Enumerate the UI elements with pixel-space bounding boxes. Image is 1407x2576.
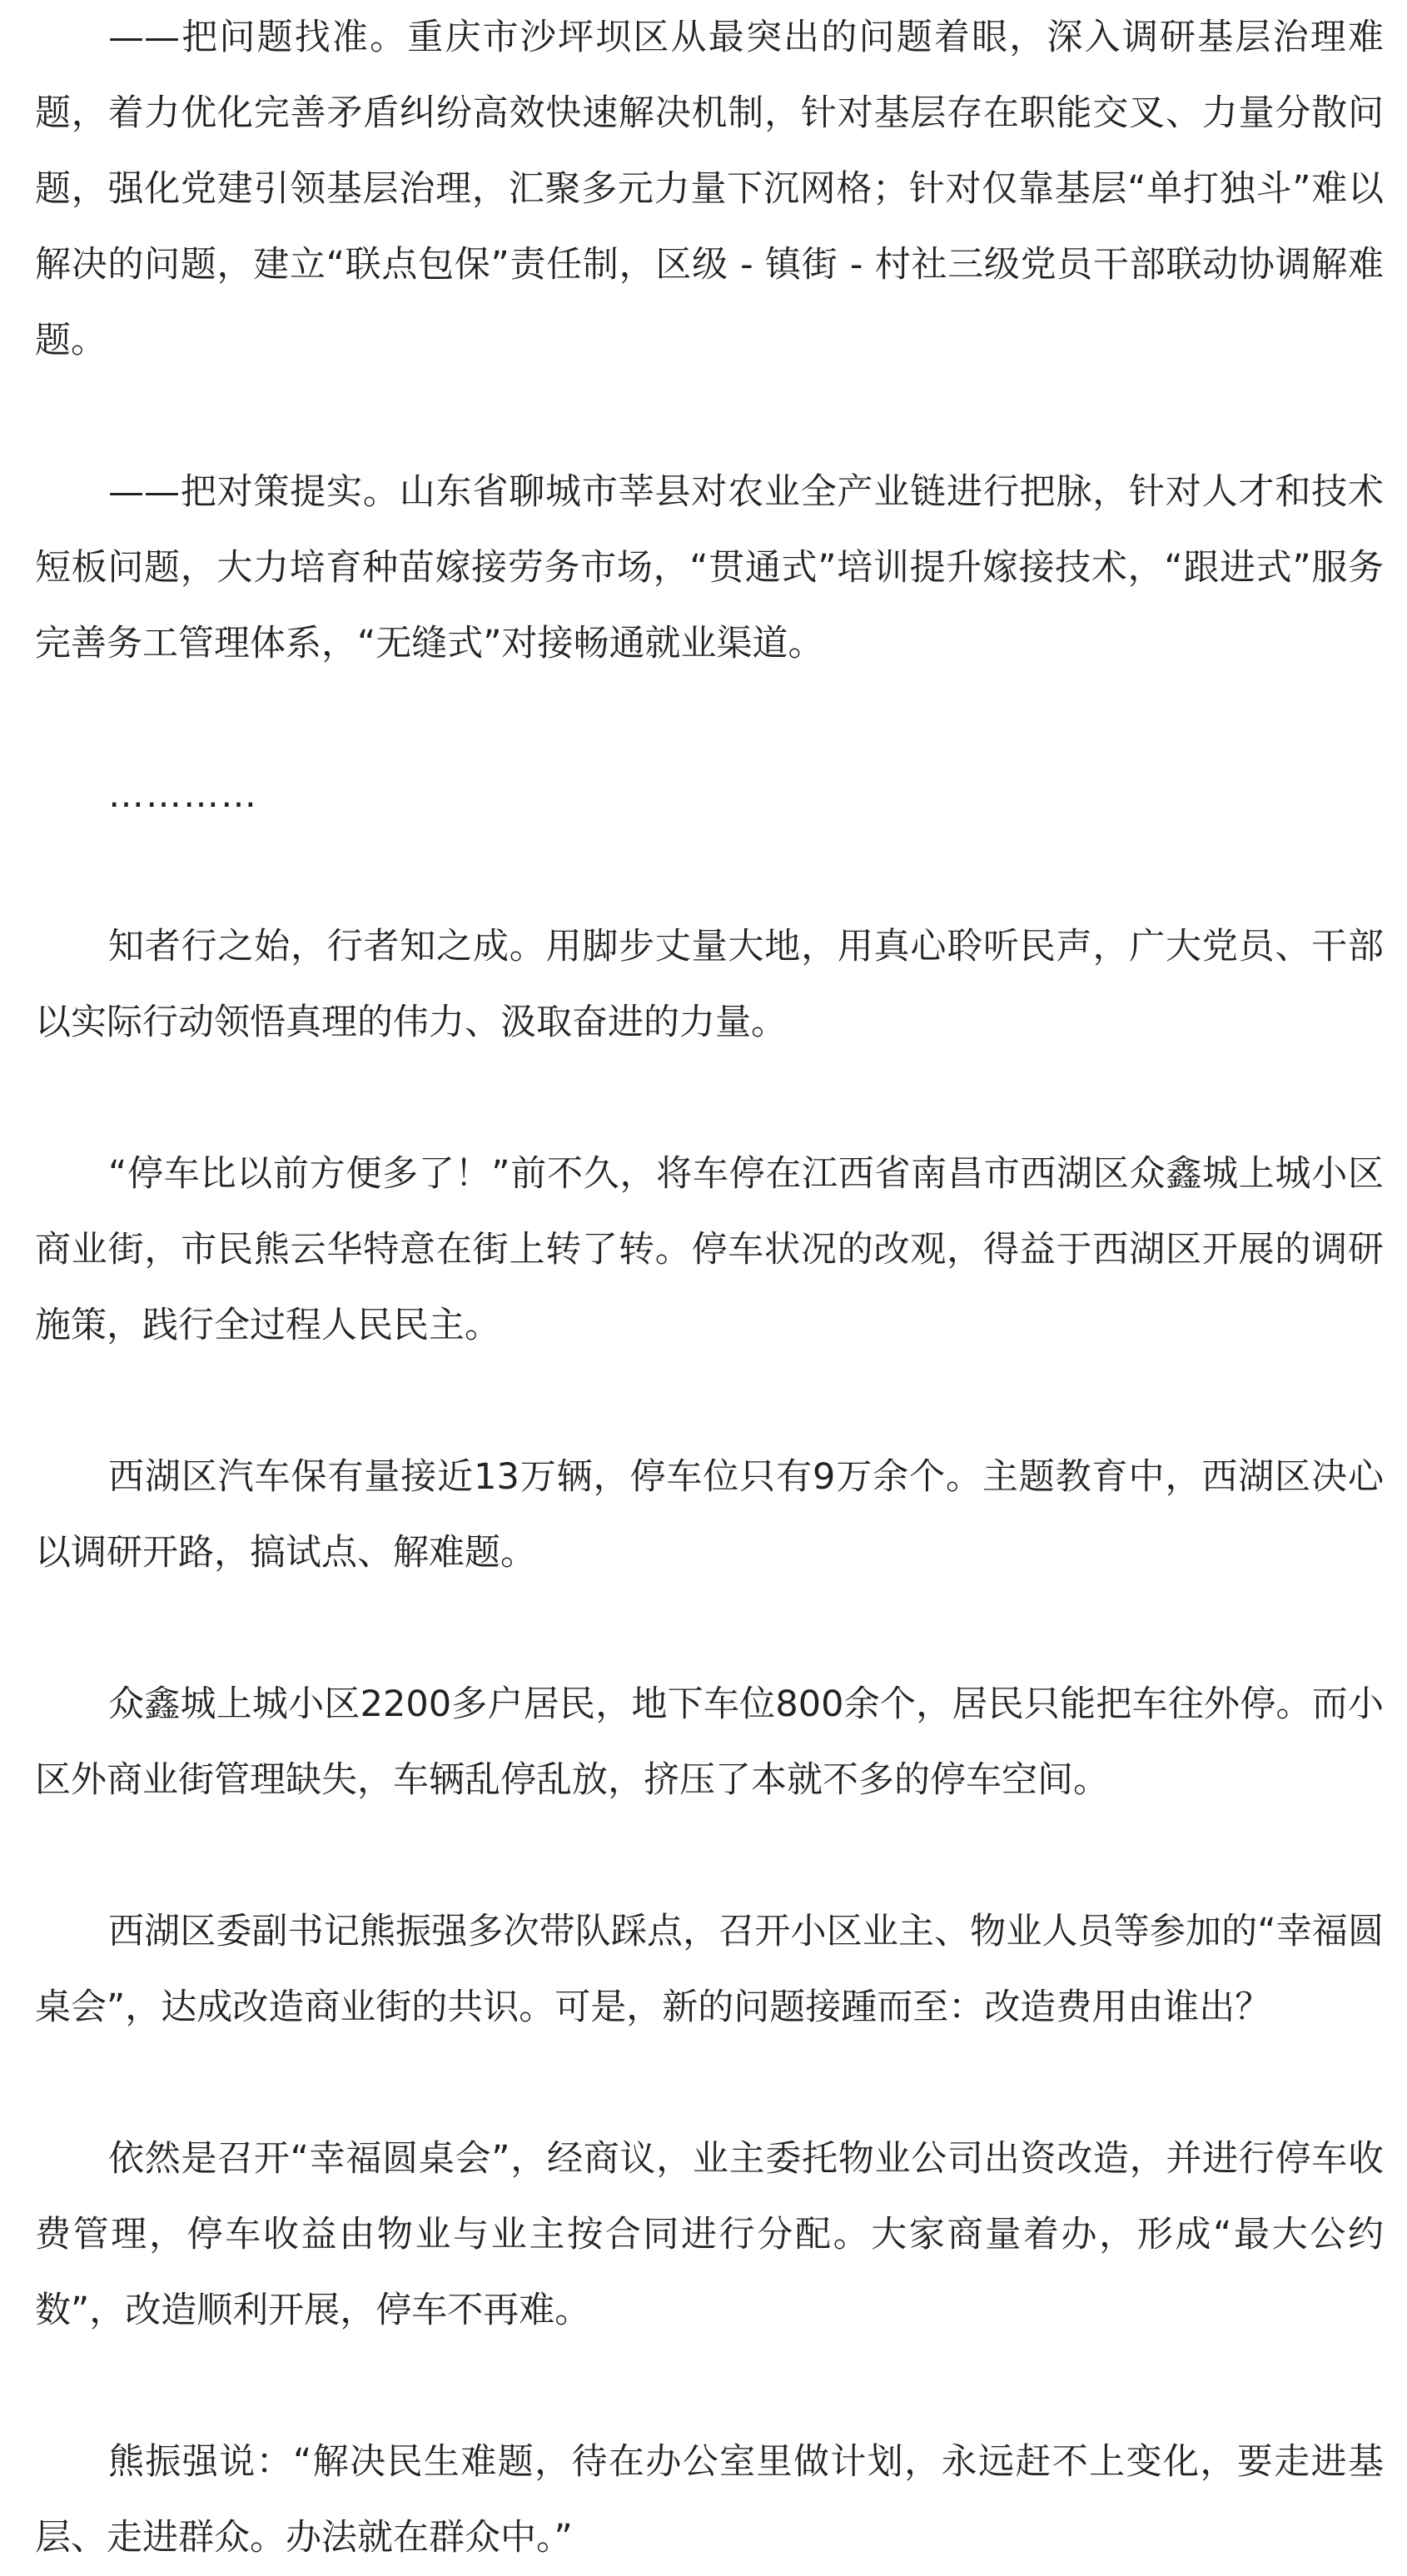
paragraph-parking-quote: “停车比以前方便多了！”前不久，将车停在江西省南昌市西湖区众鑫城上城小区商业街，市民熊云华特意在街上转了转。停车状况的改观，得益于西湖区开展的调研施策，践行全过程人民民主。: [35, 1153, 1384, 1346]
paragraph-policy-solid: ——把对策提实。山东省聊城市莘县对农业全产业链进行把脉，针对人才和技术短板问题，大力培育种苗嫁接劳务市场，“贯通式”培训提升嫁接技术，“跟进式”服务完善务工管理体系，“无缝式”对接畅通就业渠道。: [35, 471, 1384, 664]
paragraph-parking-stats: 西湖区汽车保有量接近13万辆，停车位只有9万余个。主题教育中，西湖区决心以调研开路，搞试点、解难题。: [35, 1456, 1384, 1574]
paragraph-ellipsis: …………: [108, 774, 258, 816]
paragraph-closing-quote: 熊振强说：“解决民生难题，待在办公室里做计划，永远赶不上变化，要走进基层、走进群众。办法就在群众中。”: [35, 2441, 1384, 2559]
paragraph-knowledge-action: 知者行之始，行者知之成。用脚步丈量大地，用真心聆听民声，广大党员、干部以实际行动领悟真理的伟力、汲取奋进的力量。: [35, 926, 1384, 1043]
article-body: [35, 0, 1384, 2576]
paragraph-renovation: 依然是召开“幸福圆桌会”，经商议，业主委托物业公司出资改造，并进行停车收费管理，停车收益由物业与业主按合同进行分配。大家商量着办，形成“最大公约数”，改造顺利开展，停车不再难。: [35, 2138, 1384, 2331]
paragraph-problem-focus: ——把问题找准。重庆市沙坪坝区从最突出的问题着眼，深入调研基层治理难题，着力优化完善矛盾纠纷高效快速解决机制，针对基层存在职能交叉、力量分散问题，强化党建引领基层治理，汇聚多元力量下沉网格；针对仅靠基层“单打独斗”难以解决的问题，建立“联点包保”责任制，区级 - 镇街 - 村社三级党员干部联动协调解难题。: [35, 17, 1384, 361]
paragraph-community-parking: 众鑫城上城小区2200多户居民，地下车位800余个，居民只能把车往外停。而小区外商业街管理缺失，车辆乱停乱放，挤压了本就不多的停车空间。: [35, 1683, 1384, 1801]
paragraph-round-table: 西湖区委副书记熊振强多次带队踩点，召开小区业主、物业人员等参加的“幸福圆桌会”，达成改造商业街的共识。可是，新的问题接踵而至：改造费用由谁出？: [35, 1911, 1384, 2028]
